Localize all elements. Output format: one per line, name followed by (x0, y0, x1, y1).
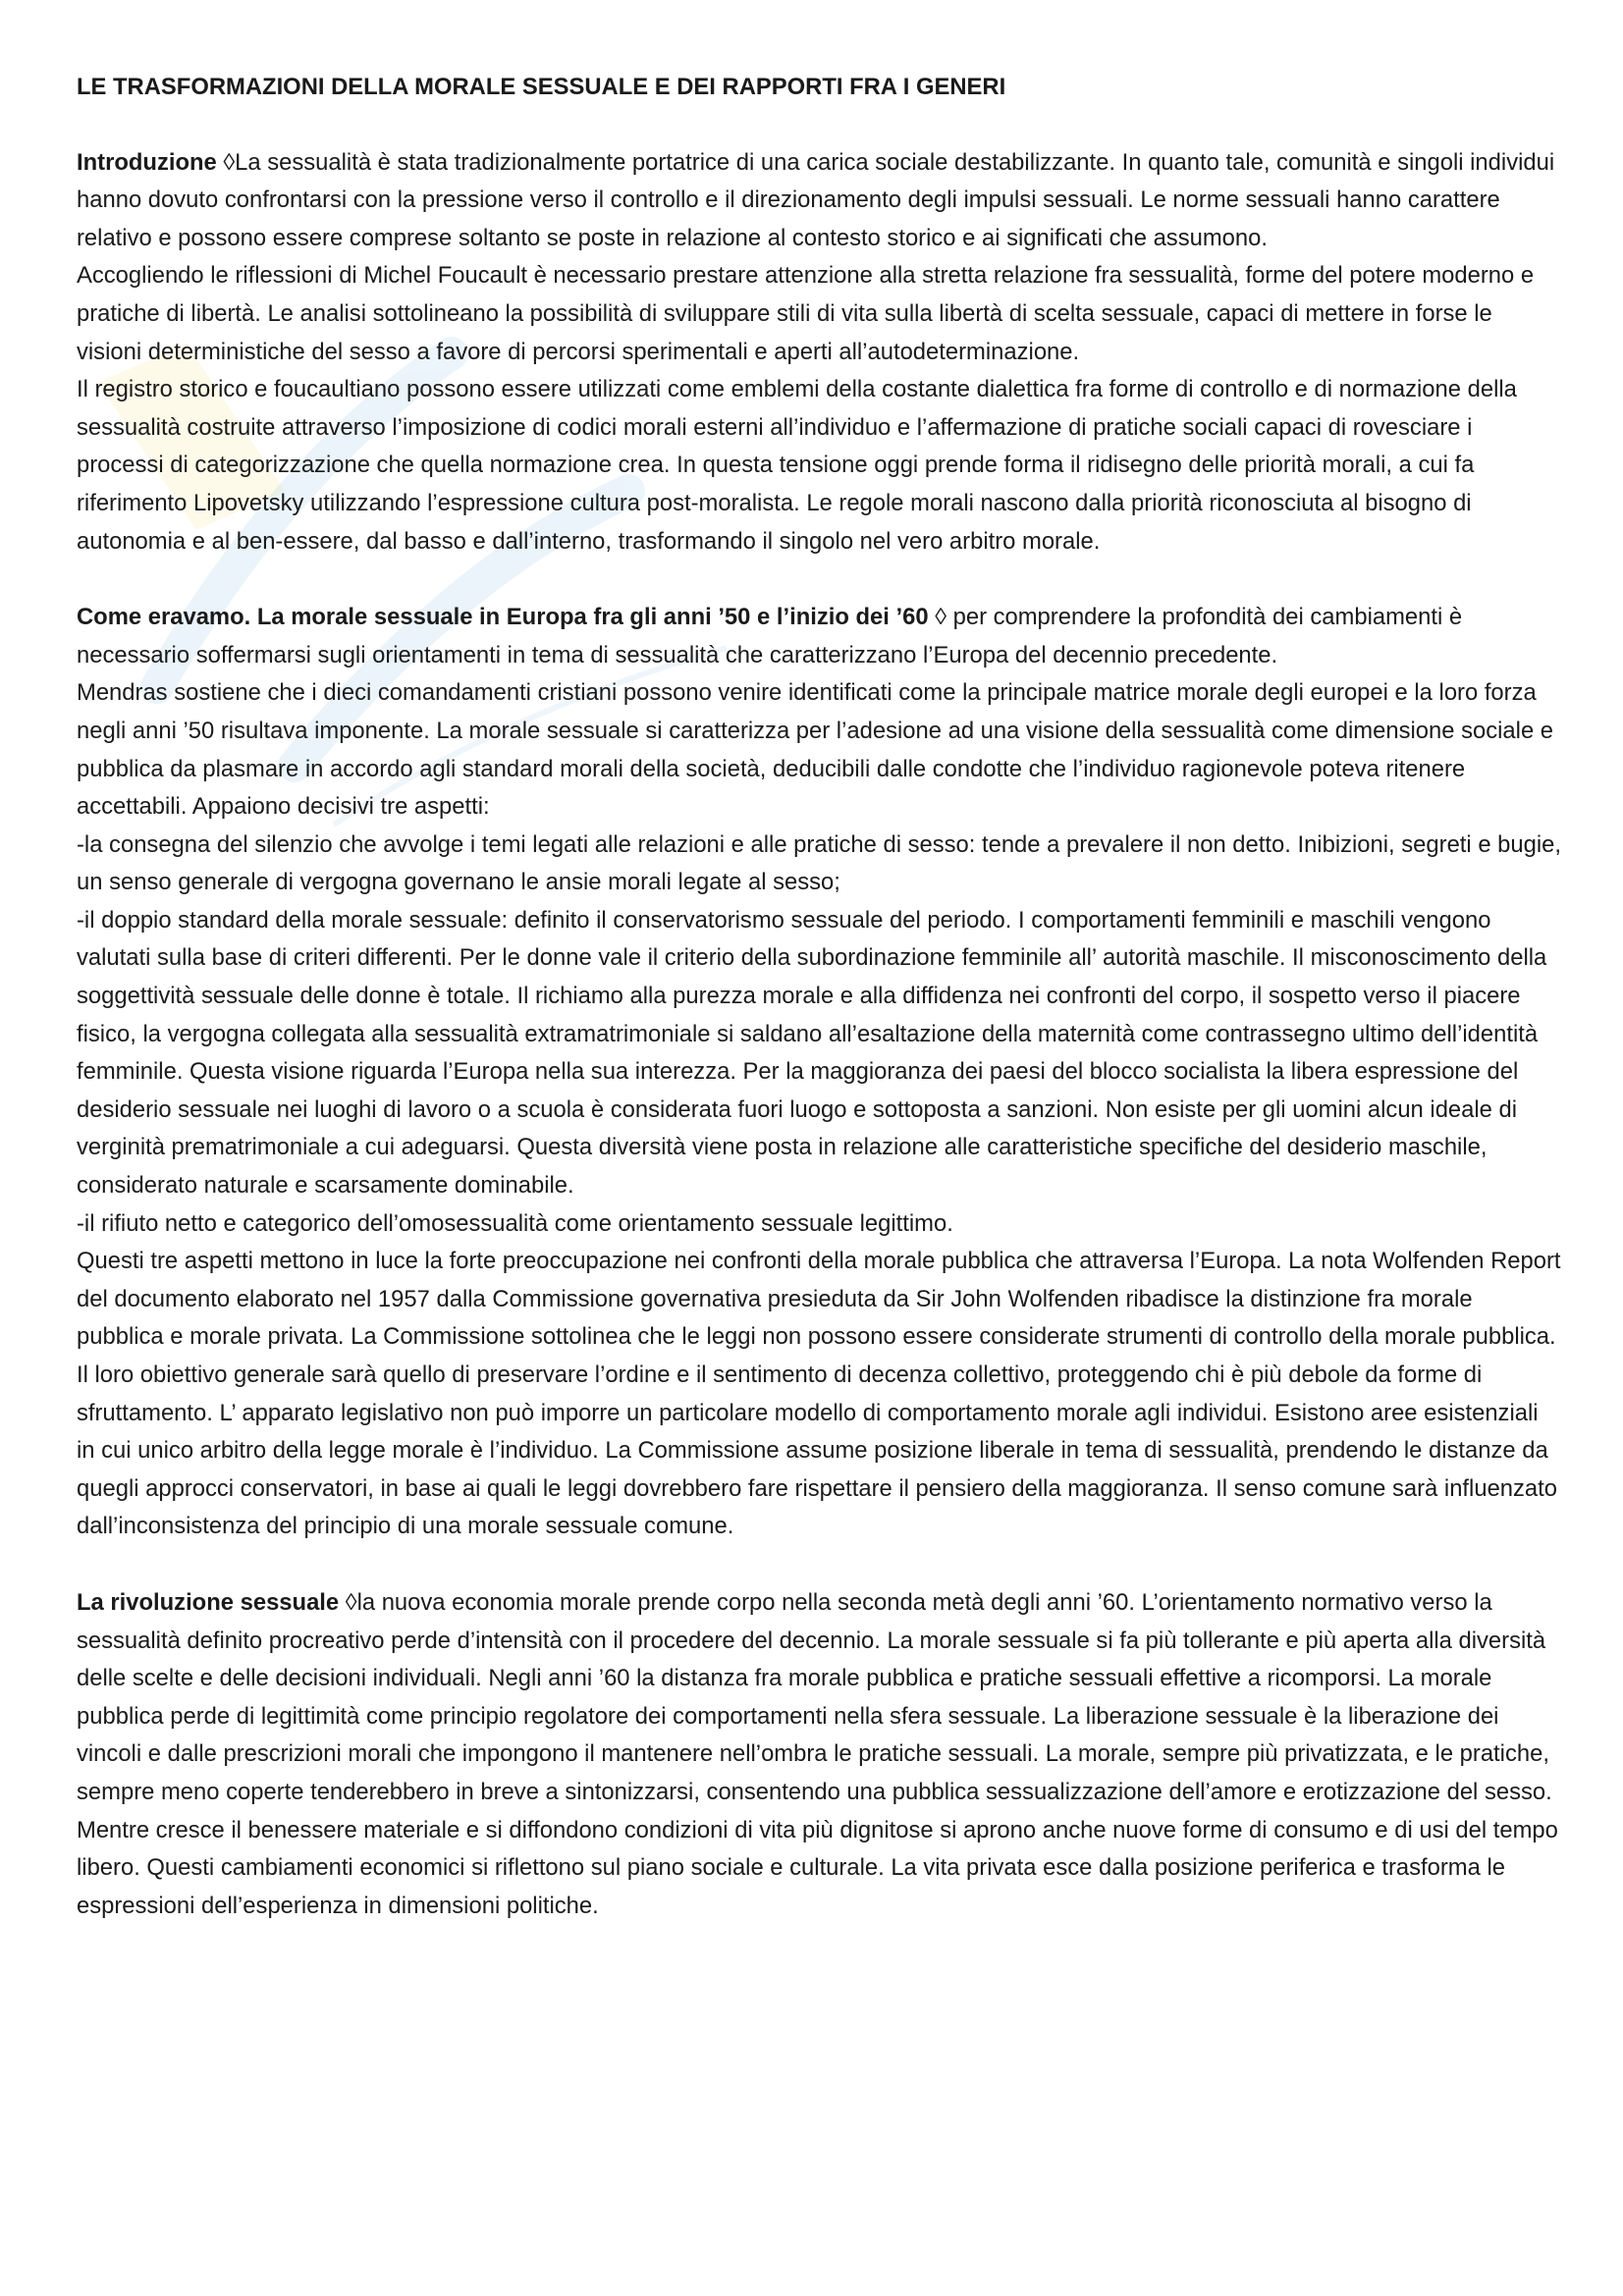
paragraph: Accogliendo le riflessioni di Michel Foucault è necessario prestare attenzione alla stretta relazione fra sessualità, forme del potere moderno e pratiche di libertà. Le analisi sottolineano la possibilità di sviluppare stili di vita sulla libertà di scelta sessuale, capaci di mettere in forse le visioni deterministiche del sesso a favore di percorsi sperimentali e aperti all’autodeterminazione. (77, 262, 1535, 365)
section-heading: Come eravamo. La morale sessuale in Europa fra gli anni ’50 e l’inizio dei ’60 (77, 604, 929, 631)
paragraph (77, 599, 1561, 674)
paragraph-text: per comprendere la profondità dei cambiamenti è necessario soffermarsi sugli orientamenti in tema di sessualità che caratterizzano l’Europa del decennio precedente. (77, 604, 1463, 668)
diamond-separator-icon: ◊ (345, 1588, 357, 1616)
document-title: LE TRASFORMAZIONI DELLA MORALE SESSUALE E DEI RAPPORTI FRA I GENERI (77, 74, 1006, 100)
paragraph-text: La sessualità è stata tradizionalmente portatrice di una carica sociale destabilizzante. In quanto tale, comunità e singoli individui hanno dovuto confrontarsi con la pressione verso il controllo e il direzionamento degli impulsi sessuali. Le norme sessuali hanno carattere relativo e possono essere comprese soltanto se poste in relazione al contesto storico e ai significati che assumono. (77, 148, 1555, 251)
paragraph: Questi tre aspetti mettono in luce la forte preoccupazione nei confronti della morale pubblica che attraversa l’Europa. La nota Wolfenden Report del documento elaborato nel 1957 dalla Commissione governativa presieduta da Sir John Wolfenden ribadisce la distinzione fra morale pubblica e morale privata. La Commissione sottolinea che le leggi non possono essere considerate strumenti di controllo della morale pubblica. Il loro obiettivo generale sarà quello di preservare l’ordine e il sentimento di decenza collettivo, proteggendo chi è più debole da forme di sfruttamento. L’ apparato legislativo non può imporre un particolare modello di comportamento morale agli individui. Esistono aree esistenziali in cui unico arbitro della legge morale è l’individuo. La Commissione assume posizione liberale in tema di sessualità, prendendo le distanze da quegli approcci conservatori, in base ai quali le leggi dovrebbero fare rispettare il pensiero della maggioranza. Il senso comune sarà influenzato dall’inconsistenza del principio di una morale sessuale comune. (77, 1248, 1561, 1540)
section-rivoluzione-sessuale (77, 1584, 1561, 1925)
list-item: -il rifiuto netto e categorico dell’omosessualità come orientamento sessuale legittimo. (77, 1209, 953, 1237)
list-item: -la consegna del silenzio che avvolge i temi legati alle relazioni e alle pratiche di sesso: tende a prevalere il non detto. Inibizioni, segreti e bugie, un senso generale di vergogna governano le ansie morali legate al sesso; (77, 830, 1561, 896)
section-come-eravamo (77, 599, 1561, 1546)
paragraph-text: la nuova economia morale prende corpo nella seconda metà degli anni ’60. L’orientamento normativo verso la sessualità definito procreativo perde d’intensità con il procedere del decennio. La morale sessuale si fa più tollerante e più aperta alla diversità delle scelte e delle decisioni individuali. Negli anni ’60 la distanza fra morale pubblica e pratiche sessuali effettive a ricomporsi. La morale pubblica perde di legittimità come principio regolatore dei comportamenti nella sfera sessuale. La liberazione sessuale è la liberazione dei vincoli e dalle prescrizioni morali che impongono il mantenere nell’ombra le pratiche sessuali. La morale, sempre più privatizzata, e le pratiche, sempre meno coperte tenderebbero in breve a sintonizzarsi, consentendo una pubblica sessualizzazione dell’amore e erotizzazione del sesso. Mentre cresce il benessere materiale e si diffondono condizioni di vita più dignitose si aprono anche nuove forme di consumo e di usi del tempo libero. Questi cambiamenti economici si riflettono sul piano sociale e culturale. La vita privata esce dalla posizione periferica e trasforma le espressioni dell’esperienza in dimensioni politiche. (77, 1588, 1558, 1919)
paragraph (77, 1584, 1561, 1925)
paragraph (77, 144, 1561, 258)
paragraph: Mendras sostiene che i dieci comandamenti cristiani possono venire identificati come la principale matrice morale degli europei e la loro forza negli anni ’50 risultava imponente. La morale sessuale si caratterizza per l’adesione ad una visione della sessualità come dimensione sociale e pubblica da plasmare in accordo agli standard morali della società, deducibili dalle condotte che l’individuo ragionevole poteva ritenere accettabili. Appaiono decisivi tre aspetti: (77, 679, 1554, 821)
diamond-separator-icon: ◊ (223, 148, 236, 176)
section-heading: Introduzione (77, 148, 217, 176)
list-item: -il doppio standard della morale sessuale: definito il conservatorismo sessuale del periodo. I comportamenti femminili e maschili vengono valutati sulla base di criteri differenti. Per le donne vale il criterio della subordinazione femminile all’ autorità maschile. Il misconoscimento della soggettività sessuale delle donne è totale. Il richiamo alla purezza morale e alla diffidenza nei confronti del corpo, il sospetto verso il piacere fisico, la vergogna collegata alla sessualità extramatrimoniale si saldano all’esaltazione della maternità come contrassegno ultimo dell’identità femminile. Questa visione riguarda l’Europa nella sua interezza. Per la maggioranza dei paesi del blocco socialista la libera espressione del desiderio sessuale nei luoghi di lavoro o a scuola è considerata fuori luogo e sottoposta a sanzioni. Non esiste per gli uomini alcun ideale di verginità prematrimoniale a cui adeguarsi. Questa diversità viene posta in relazione alle caratteristiche specifiche del desiderio maschile, considerato naturale e scarsamente dominabile. (77, 906, 1547, 1200)
section-introduzione (77, 144, 1561, 561)
document-page (77, 69, 1561, 1963)
paragraph: Il registro storico e foucaultiano possono essere utilizzati come emblemi della costante dialettica fra forme di controllo e di normazione della sessualità costruite attraverso l’imposizione di codici morali esterni all’individuo e l’affermazione di pratiche sociali capaci di rovesciare i processi di categorizzazione che quella normazione crea. In questa tensione oggi prende forma il ridisegno delle priorità morali, a cui fa riferimento Lipovetsky utilizzando l’espressione cultura post-moralista. Le regole morali nascono dalla priorità riconosciuta al bisogno di autonomia e al ben-essere, dal basso e dall’interno, trasformando il singolo nel vero arbitro morale. (77, 376, 1517, 555)
diamond-separator-icon: ◊ (935, 604, 947, 631)
section-heading: La rivoluzione sessuale (77, 1588, 340, 1616)
